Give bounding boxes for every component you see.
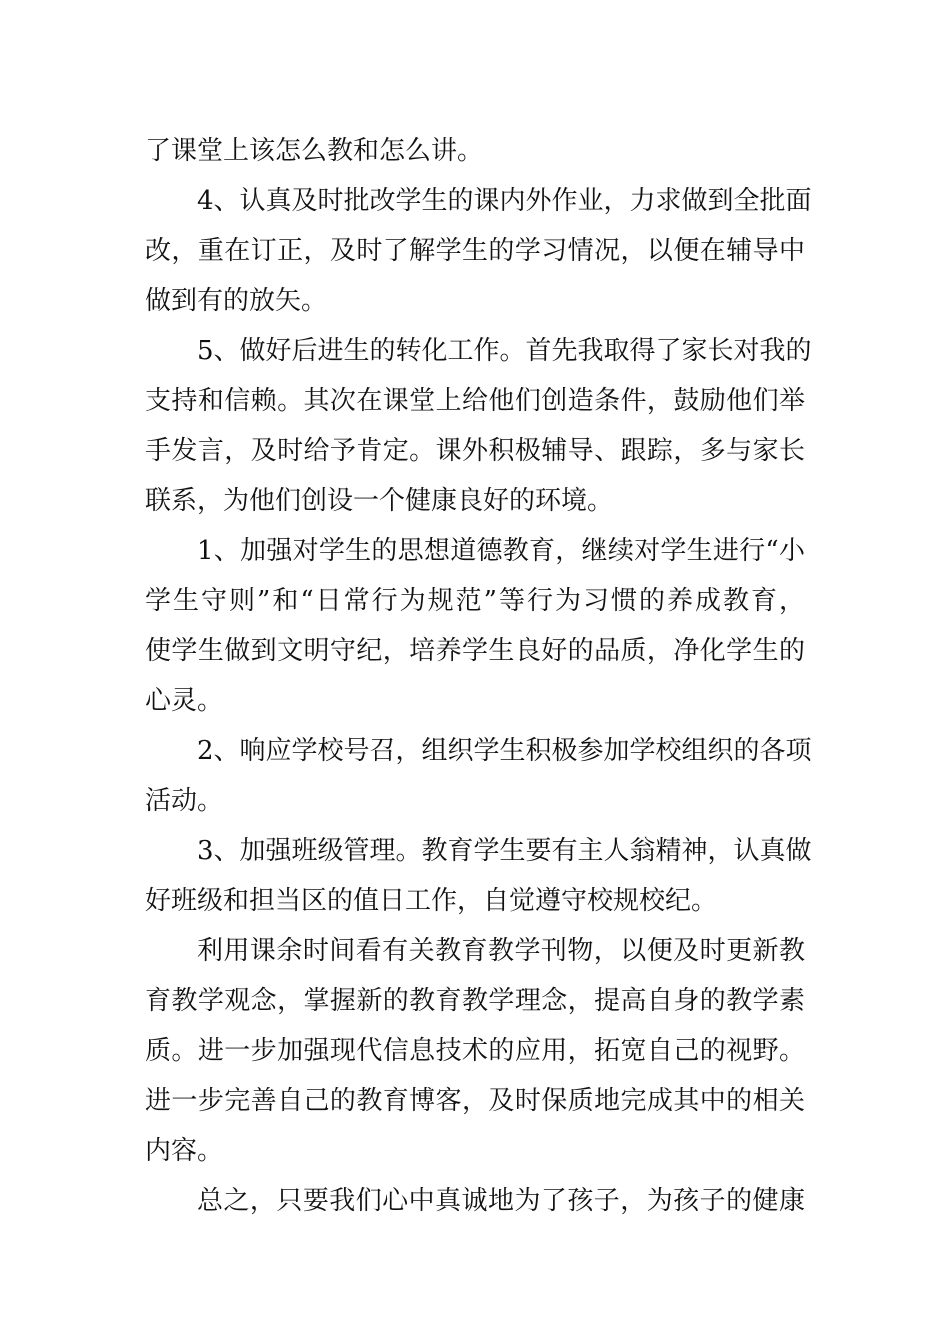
- paragraph-summary-line-1: 总之，只要我们心中真诚地为了孩子，为孩子的健康: [197, 1186, 805, 1216]
- document-page: [145, 126, 812, 1226]
- paragraph-4-line-3: 做到有的放矢。: [145, 286, 328, 316]
- paragraph-5-line-3: 手发言，及时给予肯定。课外积极辅导、跟踪，多与家长: [145, 436, 805, 466]
- paragraph-1-line-4: 心灵。: [145, 686, 224, 716]
- paragraph-1-line-2: 学生守则”和“日常行为规范”等行为习惯的养成教育，: [145, 586, 805, 616]
- paragraph-5-line-1: 5、做好后进生的转化工作。首先我取得了家长对我的: [197, 336, 812, 366]
- paragraph-study-line-3: 质。进一步加强现代信息技术的应用，拓宽自己的视野。: [145, 1036, 805, 1066]
- paragraph-1-line-1: 1、加强对学生的思想道德教育，继续对学生进行“小: [197, 536, 805, 566]
- paragraph-4-line-2: 改，重在订正，及时了解学生的学习情况，以便在辅导中: [145, 236, 805, 266]
- paragraph-5-line-4: 联系，为他们创设一个健康良好的环境。: [145, 486, 614, 516]
- paragraph-3-line-2: 好班级和担当区的值日工作，自觉遵守校规校纪。: [145, 886, 718, 916]
- paragraph-2-line-2: 活动。: [145, 786, 224, 816]
- paragraph-1-line-3: 使学生做到文明守纪，培养学生良好的品质，净化学生的: [145, 636, 805, 666]
- paragraph-3-line-1: 3、加强班级管理。教育学生要有主人翁精神，认真做: [197, 836, 812, 866]
- text-line: 了课堂上该怎么教和怎么讲。: [145, 136, 484, 166]
- paragraph-study-line-5: 内容。: [145, 1136, 224, 1166]
- paragraph-study-line-4: 进一步完善自己的教育博客，及时保质地完成其中的相关: [145, 1086, 805, 1116]
- paragraph-study-line-1: 利用课余时间看有关教育教学刊物，以便及时更新教: [197, 936, 805, 966]
- paragraph-4-line-1: 4、认真及时批改学生的课内外作业，力求做到全批面: [197, 186, 812, 216]
- paragraph-study-line-2: 育教学观念，掌握新的教育教学理念，提高自身的教学素: [145, 986, 805, 1016]
- paragraph-2-line-1: 2、响应学校号召，组织学生积极参加学校组织的各项: [197, 736, 812, 766]
- paragraph-5-line-2: 支持和信赖。其次在课堂上给他们创造条件，鼓励他们举: [145, 386, 805, 416]
